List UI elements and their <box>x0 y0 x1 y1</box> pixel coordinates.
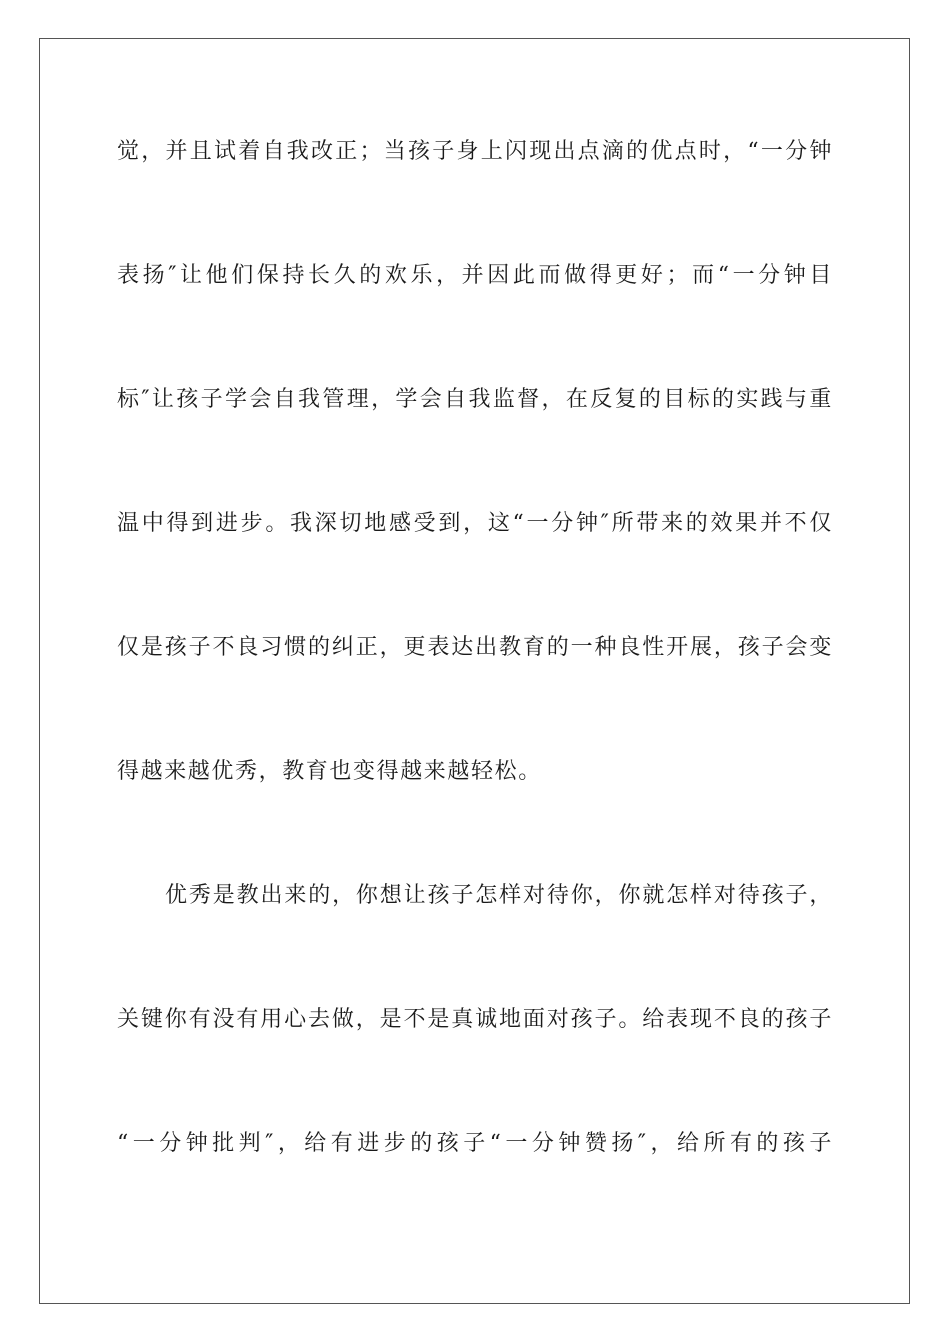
paragraph-line-4: 温中得到进步。我深切地感受到，这“一分钟″所带来的效果并不仅 <box>117 511 833 536</box>
paragraph-line-5: 仅是孩子不良习惯的纠正，更表达出教育的一种良性开展，孩子会变 <box>117 635 833 660</box>
paragraph-line-2: 表扬″让他们保持长久的欢乐，并因此而做得更好；而“一分钟目 <box>117 263 833 288</box>
paragraph-line-8: 关键你有没有用心去做，是不是真诚地面对孩子。给表现不良的孩子 <box>117 1007 833 1032</box>
page-frame <box>39 38 910 1304</box>
paragraph-line-3: 标″让孩子学会自我管理，学会自我监督，在反复的目标的实践与重 <box>117 387 833 412</box>
paragraph-line-1: 觉，并且试着自我改正；当孩子身上闪现出点滴的优点时，“一分钟 <box>117 139 833 164</box>
paragraph-line-6: 得越来越优秀，教育也变得越来越轻松。 <box>117 759 542 784</box>
paragraph-line-7: 优秀是教出来的，你想让孩子怎样对待你，你就怎样对待孩子， <box>165 883 833 908</box>
paragraph-line-9: “一分钟批判″，给有进步的孩子“一分钟赞扬″，给所有的孩子 <box>117 1131 833 1156</box>
